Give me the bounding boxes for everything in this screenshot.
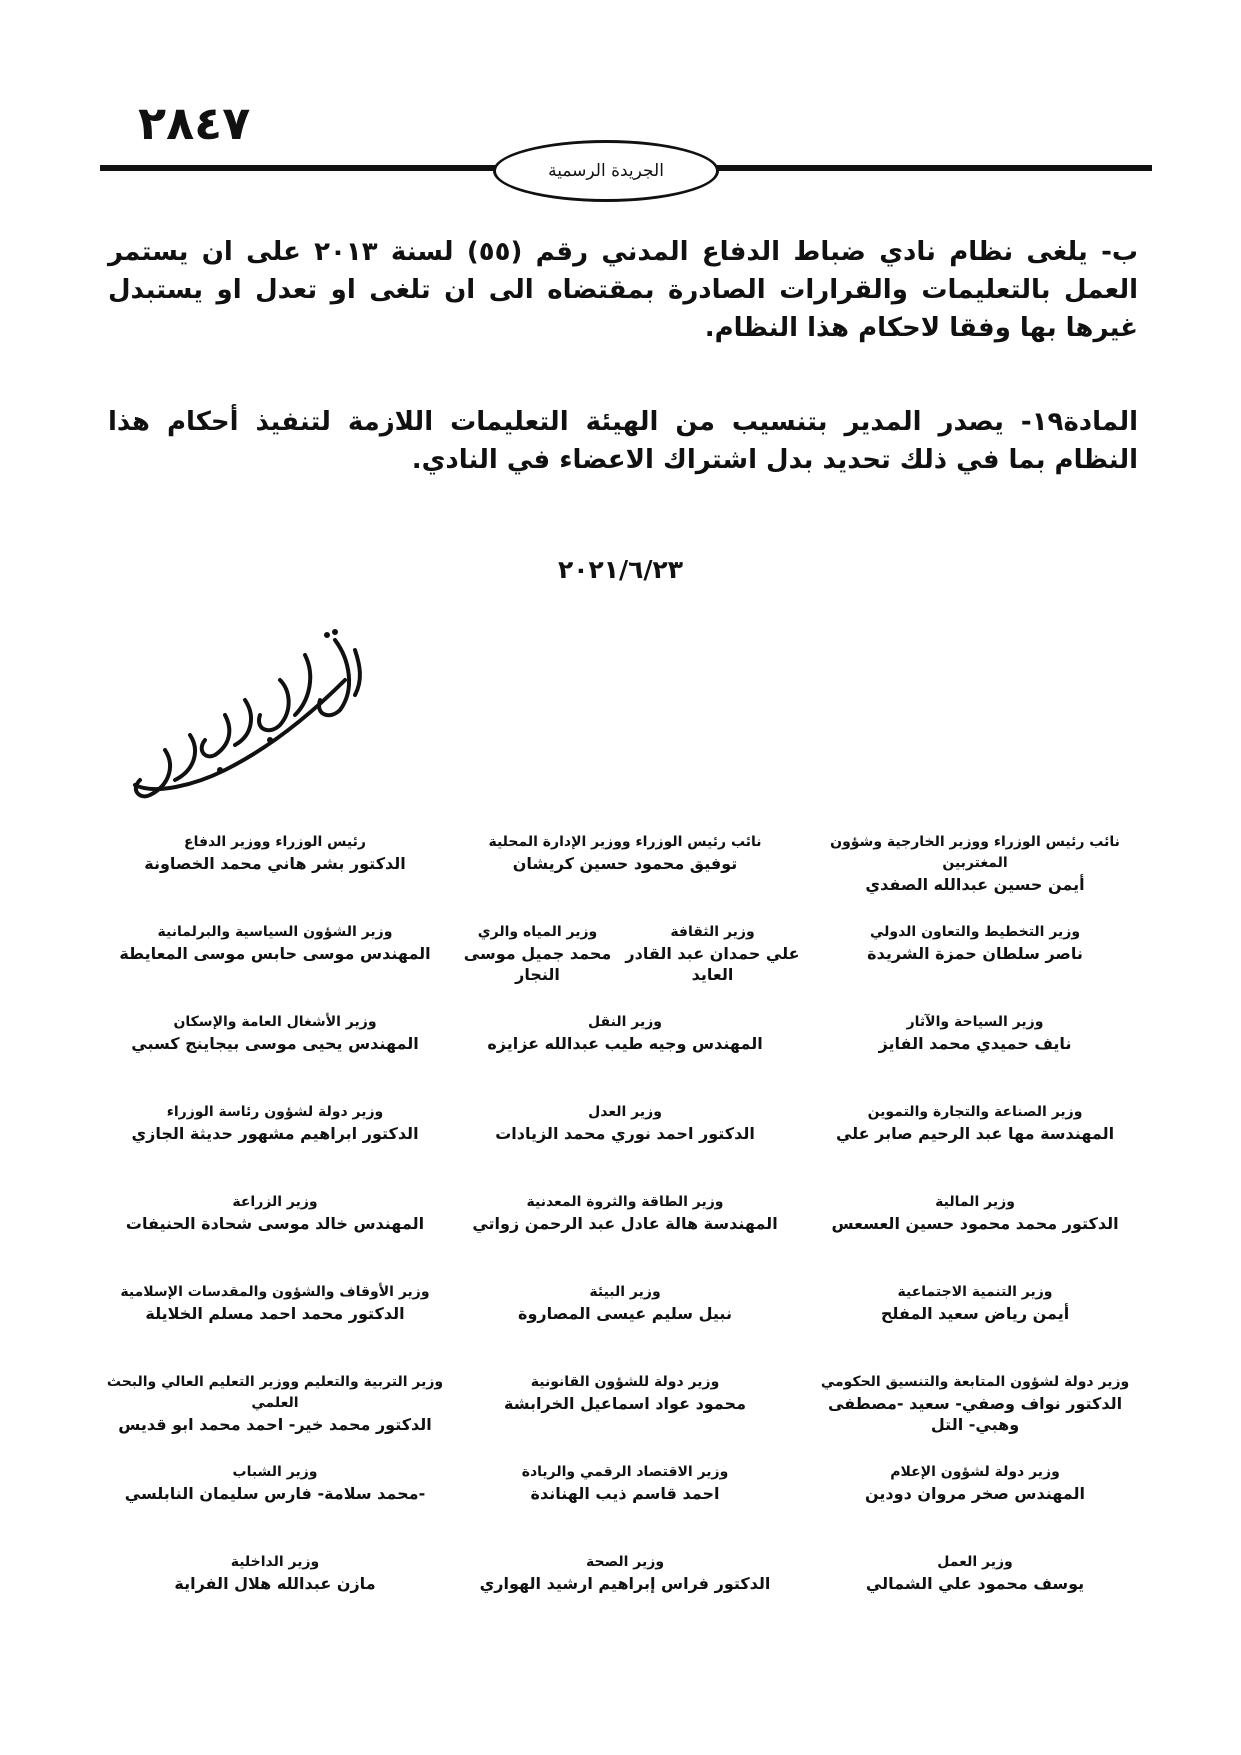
minister-name: محمود عواد اسماعيل الخرابشة [504,1394,746,1413]
minister-pair [450,922,800,985]
ministers-row [100,832,1150,922]
minister-title: وزير الأوقاف والشؤون والمقدسات الإسلامية [120,1284,430,1300]
minister-entry [800,1012,1150,1054]
minister-title: نائب رئيس الوزراء ووزير الخارجية وشؤون المغتربين [830,834,1120,871]
ministers-signatures [100,832,1150,1642]
royal-signature [105,620,385,820]
minister-entry [100,1462,450,1504]
ministers-row [100,1552,1150,1642]
minister-entry [450,1102,800,1144]
minister-title: وزير التخطيط والتعاون الدولي [869,924,1081,940]
ministers-row [100,1282,1150,1372]
minister-entry [800,1102,1150,1144]
minister-title: وزير الطاقة والثروة المعدنية [526,1194,724,1210]
minister-entry [450,1462,800,1504]
minister-name: الدكتور فراس إبراهيم ارشيد الهواري [479,1574,771,1593]
minister-name: المهندس صخر مروان دودين [865,1484,1086,1503]
minister-entry [625,922,800,985]
minister-title: وزير دولة لشؤون رئاسة الوزراء [166,1104,384,1120]
minister-title: وزير الاقتصاد الرقمي والريادة [521,1464,729,1480]
ministers-row [100,1192,1150,1282]
minister-entry [450,1192,800,1234]
minister-name: أيمن رياض سعيد المفلح [880,1304,1070,1323]
ministers-row [100,1012,1150,1102]
minister-title: وزير الشؤون السياسية والبرلمانية [157,924,393,940]
minister-name: المهندس يحيى موسى بيجاينج كسبي [131,1034,419,1053]
minister-name: نايف حميدي محمد الفايز [878,1034,1072,1053]
minister-name: الدكتور ابراهيم مشهور حديثة الجازي [131,1124,419,1143]
minister-title: وزير دولة لشؤون المتابعة والتنسيق الحكومي [820,1374,1130,1390]
ministers-row [100,1462,1150,1552]
minister-name: الدكتور احمد نوري محمد الزيادات [495,1124,755,1143]
minister-name: مازن عبدالله هلال الفراية [174,1574,376,1593]
minister-title: وزير النقل [588,1014,662,1030]
minister-name: احمد قاسم ذيب الهناندة [530,1484,720,1503]
minister-title: وزير التنمية الاجتماعية [897,1284,1053,1300]
minister-name: أيمن حسين عبدالله الصفدي [865,875,1085,894]
minister-entry [100,1012,450,1054]
minister-title: وزير التربية والتعليم ووزير التعليم العالي والبحث العلمي [106,1374,444,1411]
minister-name: الدكتور بشر هاني محمد الخصاونة [144,854,406,873]
minister-entry [100,1282,450,1324]
minister-title: وزير دولة للشؤون القانونية [530,1374,720,1390]
gazette-label-text: الجريدة الرسمية [548,161,664,181]
minister-entry [100,1372,450,1435]
minister-entry [100,832,450,874]
minister-name: المهندس وجيه طيب عبدالله عزايزه [487,1034,763,1053]
minister-name: -محمد سلامة- فارس سليمان النابلسي [124,1484,426,1503]
minister-name: علي حمدان عبد القادر العايد [625,944,800,984]
minister-name: المهندس موسى حابس موسى المعايطة [119,944,431,963]
minister-title: وزير الثقافة [670,924,755,940]
minister-title: وزير الشباب [232,1464,318,1480]
article-19: المادة١٩- يصدر المدير بتنسيب من الهيئة التعليمات اللازمة لتنفيذ أحكام هذا النظام بما في ذلك تحديد بدل اشتراك الاعضاء في النادي. [108,407,1138,475]
minister-name: الدكتور نواف وصفي- سعيد -مصطفى وهبي- التل [827,1394,1123,1434]
minister-entry [100,1192,450,1234]
minister-name: توفيق محمود حسين كريشان [512,854,738,873]
ministers-row [100,1372,1150,1462]
minister-name: محمد جميل موسى النجار [463,944,612,984]
minister-name: المهندس خالد موسى شحادة الحنيفات [125,1214,425,1233]
decree-date: ٢٠٢١/٦/٢٣ [557,555,684,584]
minister-entry [100,922,450,964]
minister-title: وزير العمل [937,1554,1013,1570]
minister-entry [800,922,1150,964]
minister-entry [800,1282,1150,1324]
minister-name: المهندسة مها عبد الرحيم صابر علي [835,1124,1115,1143]
paragraph-b: ب- يلغى نظام نادي ضباط الدفاع المدني رقم (٥٥) لسنة ٢٠١٣ على ان يستمر العمل بالتعليمات والقرارات الصادرة بمقتضاه الى ان تلغى او تعدل او يستبدل غيرها بها وفقا لاحكام هذا النظام. [108,237,1139,343]
minister-name: ناصر سلطان حمزة الشريدة [867,944,1083,963]
minister-entry [800,1192,1150,1234]
minister-title: وزير المالية [935,1194,1015,1210]
minister-title: وزير دولة لشؤون الإعلام [890,1464,1060,1480]
minister-title: وزير الزراعة [232,1194,318,1210]
minister-name: الدكتور محمد خير- احمد محمد ابو قديس [118,1415,432,1434]
ministers-row [100,922,1150,1012]
minister-title: وزير المياه والري [477,924,598,940]
minister-entry [450,1372,800,1414]
minister-title: وزير الداخلية [230,1554,320,1570]
minister-title: وزير البيئة [589,1284,661,1300]
gazette-label [493,140,719,202]
minister-entry [450,832,800,874]
minister-entry [450,922,625,985]
minister-title: وزير الصحة [585,1554,665,1570]
minister-name: نبيل سليم عيسى المصاروة [518,1304,732,1323]
page-number: ٢٨٤٧ [138,96,251,150]
minister-entry [100,1102,450,1144]
minister-entry [450,1552,800,1594]
minister-name: المهندسة هالة عادل عبد الرحمن زواتي [472,1214,778,1233]
minister-title: رئيس الوزراء ووزير الدفاع [184,834,366,850]
minister-title: نائب رئيس الوزراء ووزير الإدارة المحلية [488,834,762,850]
minister-entry [450,1282,800,1324]
minister-entry [450,1012,800,1054]
minister-entry [800,832,1150,895]
minister-title: وزير العدل [588,1104,662,1120]
minister-name: الدكتور محمد احمد مسلم الخلايلة [145,1304,405,1323]
minister-title: وزير السياحة والآثار [906,1014,1044,1030]
minister-name: يوسف محمود علي الشمالي [865,1574,1085,1593]
minister-title: وزير الأشغال العامة والإسكان [173,1014,377,1030]
minister-entry [800,1462,1150,1504]
minister-title: وزير الصناعة والتجارة والتموين [867,1104,1083,1120]
minister-entry [100,1552,450,1594]
minister-entry [800,1552,1150,1594]
ministers-row [100,1102,1150,1192]
minister-name: الدكتور محمد محمود حسين العسعس [831,1214,1119,1233]
minister-entry [800,1372,1150,1435]
